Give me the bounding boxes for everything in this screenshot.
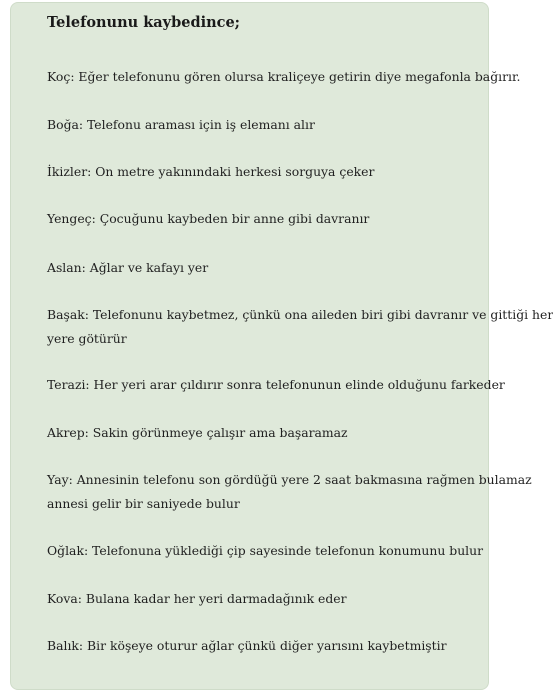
list-item-terazi bbox=[47, 373, 505, 397]
list-item-yay bbox=[47, 468, 532, 516]
entry-text: Oğlak: Telefonuna yüklediği çip sayesinde telefonun konumunu bulur bbox=[47, 543, 484, 558]
list-item-yengec bbox=[47, 207, 477, 231]
entry-text: İkizler: On metre yakınındaki herkesi sorguya çeker bbox=[47, 164, 375, 179]
list-item-boga bbox=[47, 113, 477, 137]
entry-text: Boğa: Telefonu araması için iş elemanı alır bbox=[47, 117, 315, 132]
list-item-akrep bbox=[47, 421, 477, 445]
list-item-aslan bbox=[47, 256, 477, 280]
entry-text: Yengeç: Çocuğunu kaybeden bir anne gibi davranır bbox=[47, 211, 370, 226]
entry-text: Başak: Telefonunu kaybetmez, çünkü ona aileden biri gibi davranır ve gittiği her bbox=[47, 307, 553, 322]
entry-text: Balık: Bir köşeye oturur ağlar çünkü diğer yarısını kaybetmiştir bbox=[47, 638, 447, 653]
entry-text: Akrep: Sakin görünmeye çalışır ama başaramaz bbox=[47, 425, 348, 440]
entry-text: yere götürür bbox=[47, 331, 127, 346]
entry-text: Terazi: Her yeri arar çıldırır sonra telefonunun elinde olduğunu farkeder bbox=[47, 377, 505, 392]
entry-text: Koç: Eğer telefonunu gören olursa kraliçeye getirin diye megafonla bağırır. bbox=[47, 69, 521, 84]
entry-text: Kova: Bulana kadar her yeri darmadağınık eder bbox=[47, 591, 347, 606]
list-item-basak bbox=[47, 303, 553, 351]
list-item-balik bbox=[47, 634, 477, 658]
list-item-oglak bbox=[47, 539, 484, 563]
list-item-ikizler bbox=[47, 160, 477, 184]
entry-text: annesi gelir bir saniyede bulur bbox=[47, 496, 240, 511]
list-item-koc bbox=[47, 65, 521, 89]
page-title: Telefonunu kaybedince; bbox=[47, 14, 241, 31]
entry-text: Aslan: Ağlar ve kafayı yer bbox=[47, 260, 209, 275]
entry-text: Yay: Annesinin telefonu son gördüğü yere 2 saat bakmasına rağmen bulamaz bbox=[47, 472, 532, 487]
list-item-kova bbox=[47, 587, 477, 611]
